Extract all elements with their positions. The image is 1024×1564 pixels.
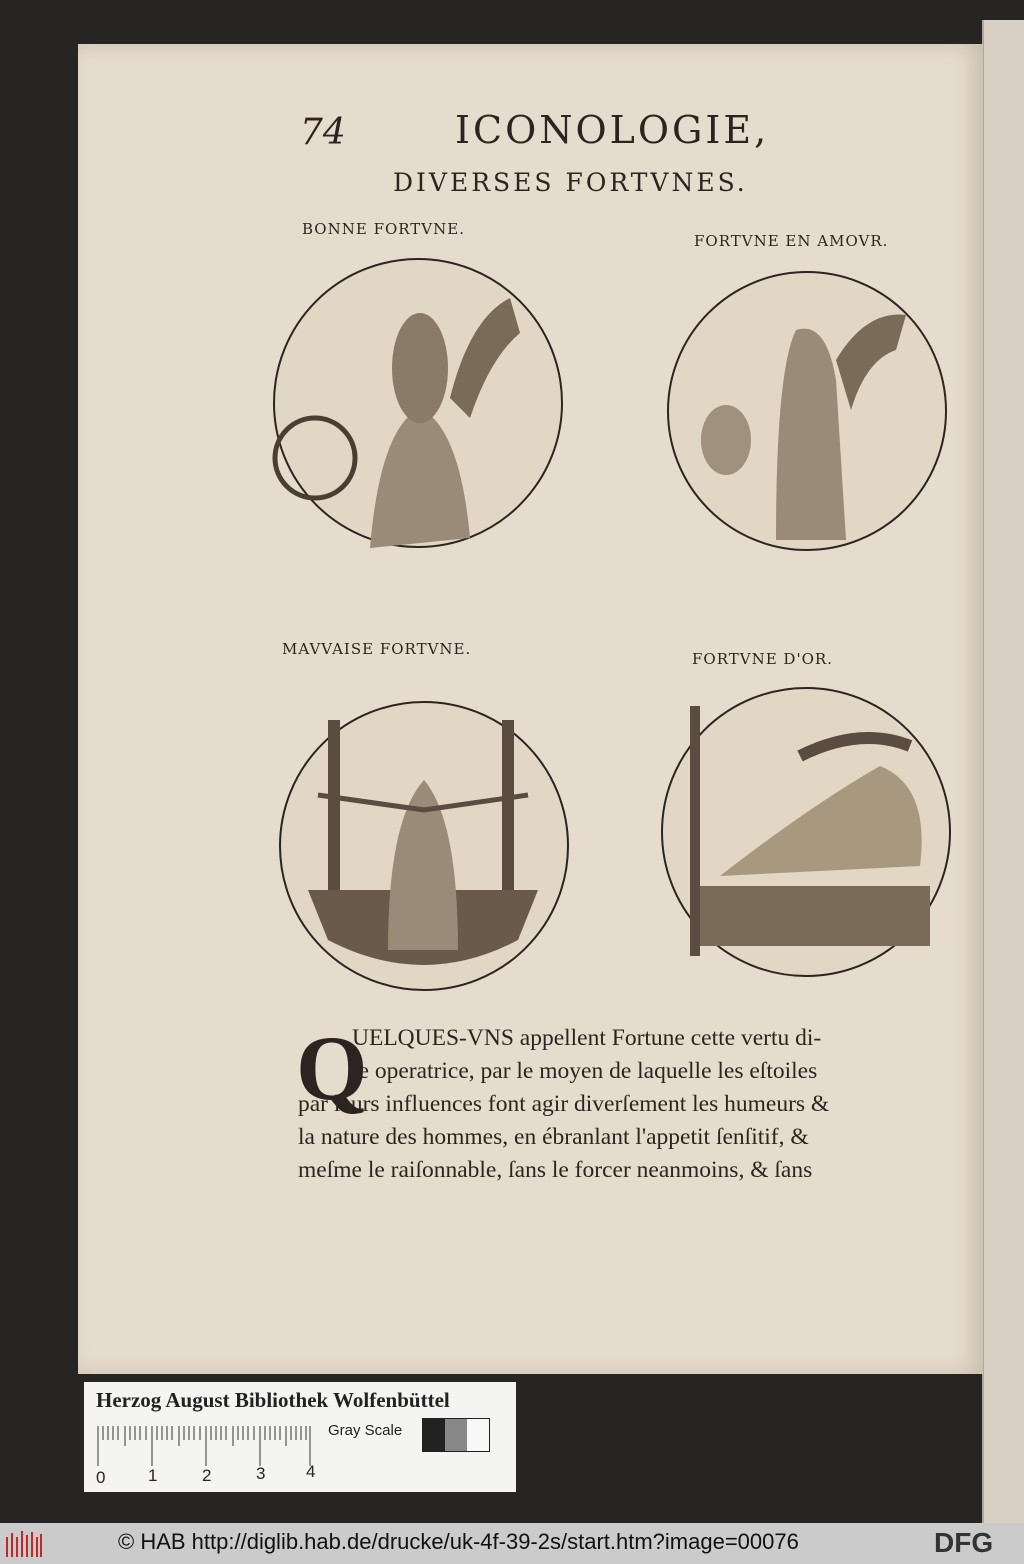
engraving-fortune-dor <box>660 686 952 978</box>
ruler-tick-4: 4 <box>306 1462 316 1481</box>
body-line: par leurs influences font agir diverſement les humeurs & <box>298 1091 830 1117</box>
copyright-url[interactable]: © HAB http://diglib.hab.de/drucke/uk-4f-39-2s/start.htm?image=00076 <box>118 1529 799 1554</box>
adjacent-page-edge <box>982 20 1024 1530</box>
caption-bonne-fortune: BONNE FORTVNE. <box>302 220 465 238</box>
dfg-logo: DFG <box>934 1527 994 1558</box>
gray-scale-label: Gray Scale <box>328 1422 403 1439</box>
ruler-tick-1: 1 <box>148 1466 158 1485</box>
drop-cap: Q <box>296 1017 368 1119</box>
body-line: meſme le raiſonnable, ſans le forcer neanmoins, & ſans <box>298 1157 813 1183</box>
engraving-bonne-fortune <box>270 258 566 548</box>
ruler-tick-0: 0 <box>96 1468 106 1487</box>
engraving-fortune-en-amour <box>666 270 948 552</box>
ruler-tick-2: 2 <box>202 1466 212 1485</box>
body-line: la nature des hommes, en ébranlant l'appetit ſenſitif, & <box>298 1124 809 1150</box>
ruler <box>96 1426 316 1466</box>
running-title: ICONOLOGIE, <box>455 108 770 152</box>
caption-fortune-dor: FORTVNE D'OR. <box>692 650 833 668</box>
caption-fortune-en-amour: FORTVNE EN AMOVR. <box>694 232 889 250</box>
gray-scale-swatch <box>422 1418 490 1452</box>
page-number: 74 <box>300 112 346 153</box>
library-color-label <box>84 1382 516 1492</box>
body-line: UELQUES-VNS appellent Fortune cette vertu di- <box>352 1025 822 1051</box>
library-name: Herzog August Bibliothek Wolfenbüttel <box>96 1388 450 1412</box>
ruler-tick-3: 3 <box>256 1464 266 1483</box>
caption-mauvaise-fortune: MAVVAISE FORTVNE. <box>282 640 472 658</box>
engraving-mauvaise-fortune <box>278 700 570 992</box>
body-line: te operatrice, par le moyen de laquelle les eſtoiles <box>352 1058 818 1084</box>
section-title: DIVERSES FORTVNES. <box>393 168 748 197</box>
footer-bar <box>0 1523 1024 1564</box>
hab-logo-icon <box>4 1529 44 1559</box>
